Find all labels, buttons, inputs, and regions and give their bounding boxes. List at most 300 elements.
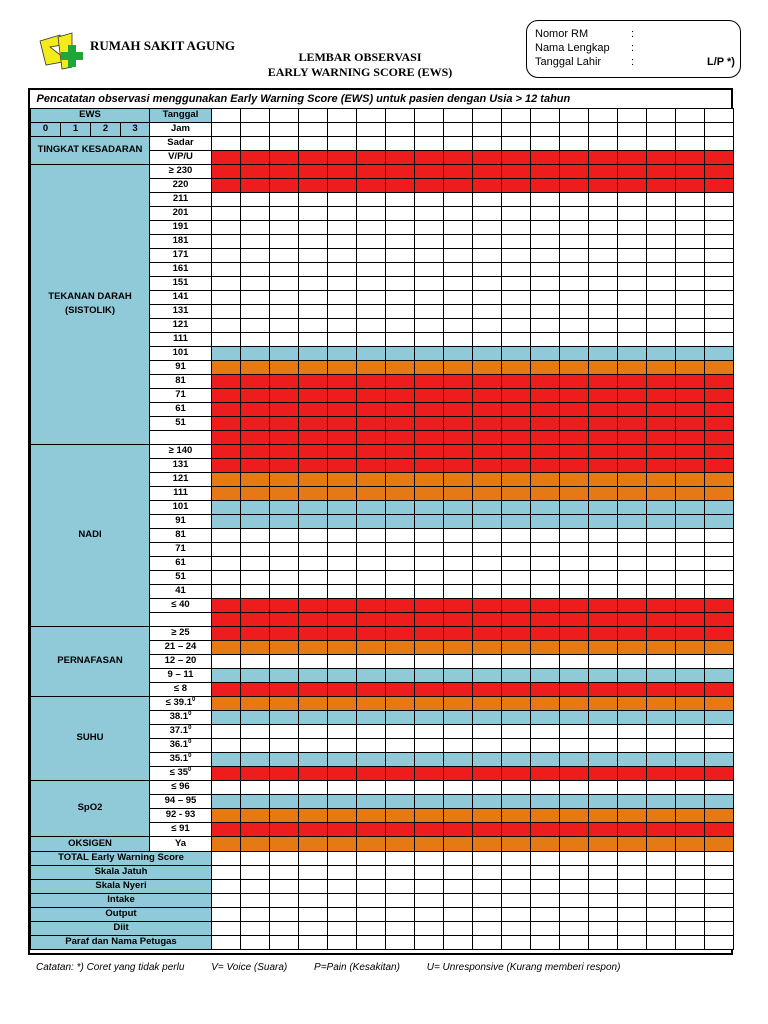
observation-cell[interactable]: [531, 108, 560, 122]
observation-cell[interactable]: [415, 514, 444, 528]
observation-cell[interactable]: [386, 304, 415, 318]
observation-cell[interactable]: [357, 108, 386, 122]
observation-cell[interactable]: [502, 696, 531, 710]
observation-cell[interactable]: [560, 696, 589, 710]
observation-cell[interactable]: [676, 262, 705, 276]
observation-cell[interactable]: [444, 780, 473, 794]
observation-cell[interactable]: [270, 472, 299, 486]
observation-cell[interactable]: [531, 360, 560, 374]
observation-cell[interactable]: [531, 374, 560, 388]
observation-cell[interactable]: [328, 893, 357, 907]
observation-cell[interactable]: [676, 388, 705, 402]
observation-cell[interactable]: [647, 430, 676, 444]
observation-cell[interactable]: [502, 374, 531, 388]
observation-cell[interactable]: [357, 935, 386, 949]
observation-cell[interactable]: [444, 851, 473, 865]
observation-cell[interactable]: [241, 626, 270, 640]
observation-cell[interactable]: [212, 668, 241, 682]
observation-cell[interactable]: [502, 626, 531, 640]
observation-cell[interactable]: [328, 514, 357, 528]
observation-cell[interactable]: [473, 514, 502, 528]
observation-cell[interactable]: [212, 514, 241, 528]
observation-cell[interactable]: [560, 220, 589, 234]
observation-cell[interactable]: [676, 640, 705, 654]
observation-cell[interactable]: [502, 738, 531, 752]
observation-cell[interactable]: [647, 276, 676, 290]
observation-cell[interactable]: [705, 935, 734, 949]
observation-cell[interactable]: [386, 893, 415, 907]
observation-cell[interactable]: [647, 514, 676, 528]
observation-cell[interactable]: [270, 360, 299, 374]
observation-cell[interactable]: [531, 164, 560, 178]
observation-cell[interactable]: [241, 290, 270, 304]
observation-cell[interactable]: [531, 907, 560, 921]
observation-cell[interactable]: [357, 696, 386, 710]
observation-cell[interactable]: [705, 766, 734, 780]
observation-cell[interactable]: [502, 108, 531, 122]
observation-cell[interactable]: [502, 500, 531, 514]
observation-cell[interactable]: [676, 879, 705, 893]
observation-cell[interactable]: [473, 851, 502, 865]
observation-cell[interactable]: [560, 612, 589, 626]
observation-cell[interactable]: [560, 640, 589, 654]
observation-cell[interactable]: [705, 822, 734, 836]
observation-cell[interactable]: [328, 234, 357, 248]
observation-cell[interactable]: [357, 851, 386, 865]
observation-cell[interactable]: [473, 935, 502, 949]
observation-cell[interactable]: [531, 472, 560, 486]
observation-cell[interactable]: [270, 514, 299, 528]
observation-cell[interactable]: [212, 122, 241, 136]
observation-cell[interactable]: [299, 921, 328, 935]
observation-cell[interactable]: [386, 500, 415, 514]
observation-cell[interactable]: [502, 570, 531, 584]
observation-cell[interactable]: [705, 907, 734, 921]
observation-cell[interactable]: [589, 416, 618, 430]
observation-cell[interactable]: [502, 262, 531, 276]
observation-cell[interactable]: [241, 822, 270, 836]
observation-cell[interactable]: [415, 346, 444, 360]
observation-cell[interactable]: [647, 500, 676, 514]
observation-cell[interactable]: [444, 822, 473, 836]
observation-cell[interactable]: [531, 430, 560, 444]
observation-cell[interactable]: [676, 528, 705, 542]
observation-cell[interactable]: [473, 388, 502, 402]
observation-cell[interactable]: [212, 136, 241, 150]
observation-cell[interactable]: [415, 388, 444, 402]
observation-cell[interactable]: [415, 808, 444, 822]
observation-cell[interactable]: [618, 682, 647, 696]
observation-cell[interactable]: [560, 865, 589, 879]
observation-cell[interactable]: [444, 108, 473, 122]
observation-cell[interactable]: [531, 444, 560, 458]
observation-cell[interactable]: [328, 865, 357, 879]
observation-cell[interactable]: [531, 318, 560, 332]
observation-cell[interactable]: [299, 935, 328, 949]
observation-cell[interactable]: [415, 486, 444, 500]
observation-cell[interactable]: [328, 290, 357, 304]
observation-cell[interactable]: [589, 907, 618, 921]
observation-cell[interactable]: [676, 752, 705, 766]
observation-cell[interactable]: [270, 893, 299, 907]
observation-cell[interactable]: [705, 598, 734, 612]
observation-cell[interactable]: [618, 360, 647, 374]
observation-cell[interactable]: [415, 879, 444, 893]
observation-cell[interactable]: [705, 696, 734, 710]
observation-cell[interactable]: [299, 808, 328, 822]
observation-cell[interactable]: [676, 822, 705, 836]
observation-cell[interactable]: [444, 360, 473, 374]
observation-cell[interactable]: [270, 836, 299, 851]
observation-cell[interactable]: [647, 388, 676, 402]
observation-cell[interactable]: [502, 276, 531, 290]
observation-cell[interactable]: [618, 935, 647, 949]
observation-cell[interactable]: [386, 360, 415, 374]
observation-cell[interactable]: [560, 598, 589, 612]
observation-cell[interactable]: [386, 682, 415, 696]
observation-cell[interactable]: [618, 122, 647, 136]
observation-cell[interactable]: [560, 907, 589, 921]
observation-cell[interactable]: [589, 486, 618, 500]
observation-cell[interactable]: [444, 668, 473, 682]
observation-cell[interactable]: [502, 514, 531, 528]
observation-cell[interactable]: [241, 360, 270, 374]
observation-cell[interactable]: [357, 276, 386, 290]
observation-cell[interactable]: [270, 865, 299, 879]
observation-cell[interactable]: [676, 206, 705, 220]
observation-cell[interactable]: [328, 220, 357, 234]
observation-cell[interactable]: [328, 150, 357, 164]
observation-cell[interactable]: [676, 893, 705, 907]
observation-cell[interactable]: [705, 654, 734, 668]
observation-cell[interactable]: [444, 206, 473, 220]
observation-cell[interactable]: [241, 220, 270, 234]
observation-cell[interactable]: [357, 444, 386, 458]
observation-cell[interactable]: [589, 304, 618, 318]
observation-cell[interactable]: [618, 766, 647, 780]
observation-cell[interactable]: [444, 766, 473, 780]
observation-cell[interactable]: [415, 921, 444, 935]
observation-cell[interactable]: [618, 907, 647, 921]
observation-cell[interactable]: [473, 402, 502, 416]
observation-cell[interactable]: [502, 836, 531, 851]
observation-cell[interactable]: [531, 248, 560, 262]
observation-cell[interactable]: [531, 276, 560, 290]
observation-cell[interactable]: [328, 780, 357, 794]
observation-cell[interactable]: [415, 402, 444, 416]
observation-cell[interactable]: [212, 234, 241, 248]
observation-cell[interactable]: [589, 108, 618, 122]
observation-cell[interactable]: [328, 122, 357, 136]
observation-cell[interactable]: [357, 150, 386, 164]
observation-cell[interactable]: [444, 290, 473, 304]
observation-cell[interactable]: [618, 262, 647, 276]
observation-cell[interactable]: [444, 598, 473, 612]
observation-cell[interactable]: [705, 122, 734, 136]
observation-cell[interactable]: [589, 640, 618, 654]
observation-cell[interactable]: [270, 766, 299, 780]
observation-cell[interactable]: [357, 290, 386, 304]
observation-cell[interactable]: [386, 318, 415, 332]
observation-cell[interactable]: [444, 640, 473, 654]
observation-cell[interactable]: [473, 122, 502, 136]
observation-cell[interactable]: [531, 598, 560, 612]
observation-cell[interactable]: [676, 724, 705, 738]
observation-cell[interactable]: [328, 206, 357, 220]
observation-cell[interactable]: [241, 192, 270, 206]
observation-cell[interactable]: [676, 654, 705, 668]
observation-cell[interactable]: [386, 276, 415, 290]
observation-cell[interactable]: [473, 598, 502, 612]
observation-cell[interactable]: [212, 738, 241, 752]
observation-cell[interactable]: [328, 794, 357, 808]
observation-cell[interactable]: [502, 290, 531, 304]
observation-cell[interactable]: [560, 472, 589, 486]
observation-cell[interactable]: [357, 514, 386, 528]
observation-cell[interactable]: [531, 500, 560, 514]
observation-cell[interactable]: [531, 234, 560, 248]
observation-cell[interactable]: [531, 584, 560, 598]
observation-cell[interactable]: [299, 822, 328, 836]
observation-cell[interactable]: [560, 444, 589, 458]
observation-cell[interactable]: [444, 738, 473, 752]
observation-cell[interactable]: [647, 262, 676, 276]
observation-cell[interactable]: [357, 206, 386, 220]
observation-cell[interactable]: [618, 178, 647, 192]
observation-cell[interactable]: [618, 654, 647, 668]
observation-cell[interactable]: [328, 248, 357, 262]
observation-cell[interactable]: [473, 500, 502, 514]
observation-cell[interactable]: [647, 893, 676, 907]
observation-cell[interactable]: [299, 851, 328, 865]
observation-cell[interactable]: [560, 836, 589, 851]
observation-cell[interactable]: [618, 921, 647, 935]
observation-cell[interactable]: [415, 220, 444, 234]
observation-cell[interactable]: [647, 542, 676, 556]
observation-cell[interactable]: [241, 500, 270, 514]
observation-cell[interactable]: [328, 430, 357, 444]
observation-cell[interactable]: [531, 893, 560, 907]
observation-cell[interactable]: [328, 500, 357, 514]
observation-cell[interactable]: [560, 360, 589, 374]
observation-cell[interactable]: [618, 570, 647, 584]
observation-cell[interactable]: [676, 178, 705, 192]
observation-cell[interactable]: [270, 851, 299, 865]
observation-cell[interactable]: [560, 136, 589, 150]
observation-cell[interactable]: [705, 542, 734, 556]
observation-cell[interactable]: [415, 290, 444, 304]
observation-cell[interactable]: [705, 178, 734, 192]
observation-cell[interactable]: [647, 304, 676, 318]
observation-cell[interactable]: [212, 570, 241, 584]
observation-cell[interactable]: [618, 318, 647, 332]
observation-cell[interactable]: [647, 724, 676, 738]
observation-cell[interactable]: [270, 430, 299, 444]
observation-cell[interactable]: [386, 122, 415, 136]
observation-cell[interactable]: [473, 136, 502, 150]
observation-cell[interactable]: [589, 710, 618, 724]
observation-cell[interactable]: [328, 598, 357, 612]
observation-cell[interactable]: [618, 388, 647, 402]
observation-cell[interactable]: [444, 612, 473, 626]
observation-cell[interactable]: [618, 836, 647, 851]
observation-cell[interactable]: [444, 374, 473, 388]
observation-cell[interactable]: [647, 178, 676, 192]
observation-cell[interactable]: [270, 136, 299, 150]
observation-cell[interactable]: [415, 710, 444, 724]
observation-cell[interactable]: [560, 486, 589, 500]
observation-cell[interactable]: [328, 346, 357, 360]
observation-cell[interactable]: [386, 164, 415, 178]
observation-cell[interactable]: [618, 458, 647, 472]
observation-cell[interactable]: [473, 164, 502, 178]
observation-cell[interactable]: [560, 822, 589, 836]
observation-cell[interactable]: [560, 879, 589, 893]
observation-cell[interactable]: [386, 290, 415, 304]
observation-cell[interactable]: [589, 528, 618, 542]
observation-cell[interactable]: [676, 220, 705, 234]
observation-cell[interactable]: [618, 374, 647, 388]
observation-cell[interactable]: [270, 276, 299, 290]
observation-cell[interactable]: [299, 668, 328, 682]
observation-cell[interactable]: [444, 556, 473, 570]
observation-cell[interactable]: [618, 879, 647, 893]
observation-cell[interactable]: [531, 865, 560, 879]
observation-cell[interactable]: [531, 486, 560, 500]
observation-cell[interactable]: [676, 780, 705, 794]
observation-cell[interactable]: [647, 766, 676, 780]
observation-cell[interactable]: [502, 556, 531, 570]
observation-cell[interactable]: [415, 794, 444, 808]
observation-cell[interactable]: [241, 514, 270, 528]
observation-cell[interactable]: [212, 360, 241, 374]
observation-cell[interactable]: [647, 682, 676, 696]
observation-cell[interactable]: [473, 542, 502, 556]
observation-cell[interactable]: [386, 724, 415, 738]
observation-cell[interactable]: [705, 626, 734, 640]
observation-cell[interactable]: [647, 458, 676, 472]
observation-cell[interactable]: [415, 164, 444, 178]
observation-cell[interactable]: [473, 710, 502, 724]
observation-cell[interactable]: [386, 332, 415, 346]
observation-cell[interactable]: [560, 514, 589, 528]
observation-cell[interactable]: [618, 724, 647, 738]
observation-cell[interactable]: [618, 710, 647, 724]
observation-cell[interactable]: [531, 738, 560, 752]
observation-cell[interactable]: [299, 276, 328, 290]
observation-cell[interactable]: [589, 935, 618, 949]
observation-cell[interactable]: [415, 360, 444, 374]
observation-cell[interactable]: [299, 514, 328, 528]
observation-cell[interactable]: [473, 738, 502, 752]
observation-cell[interactable]: [531, 332, 560, 346]
observation-cell[interactable]: [328, 374, 357, 388]
observation-cell[interactable]: [328, 752, 357, 766]
observation-cell[interactable]: [560, 738, 589, 752]
observation-cell[interactable]: [705, 248, 734, 262]
observation-cell[interactable]: [589, 248, 618, 262]
observation-cell[interactable]: [328, 766, 357, 780]
observation-cell[interactable]: [560, 206, 589, 220]
observation-cell[interactable]: [328, 178, 357, 192]
observation-cell[interactable]: [531, 640, 560, 654]
observation-cell[interactable]: [270, 808, 299, 822]
observation-cell[interactable]: [444, 808, 473, 822]
observation-cell[interactable]: [502, 851, 531, 865]
observation-cell[interactable]: [473, 921, 502, 935]
observation-cell[interactable]: [705, 584, 734, 598]
observation-cell[interactable]: [531, 542, 560, 556]
observation-cell[interactable]: [618, 808, 647, 822]
observation-cell[interactable]: [241, 388, 270, 402]
observation-cell[interactable]: [618, 108, 647, 122]
observation-cell[interactable]: [618, 416, 647, 430]
observation-cell[interactable]: [299, 907, 328, 921]
observation-cell[interactable]: [647, 879, 676, 893]
observation-cell[interactable]: [270, 290, 299, 304]
observation-cell[interactable]: [299, 472, 328, 486]
observation-cell[interactable]: [502, 402, 531, 416]
observation-cell[interactable]: [560, 304, 589, 318]
observation-cell[interactable]: [299, 262, 328, 276]
observation-cell[interactable]: [502, 416, 531, 430]
observation-cell[interactable]: [531, 626, 560, 640]
observation-cell[interactable]: [444, 500, 473, 514]
observation-cell[interactable]: [357, 766, 386, 780]
observation-cell[interactable]: [386, 668, 415, 682]
observation-cell[interactable]: [676, 248, 705, 262]
observation-cell[interactable]: [705, 388, 734, 402]
observation-cell[interactable]: [212, 612, 241, 626]
observation-cell[interactable]: [357, 332, 386, 346]
observation-cell[interactable]: [444, 458, 473, 472]
observation-cell[interactable]: [299, 598, 328, 612]
observation-cell[interactable]: [357, 921, 386, 935]
observation-cell[interactable]: [531, 150, 560, 164]
observation-cell[interactable]: [473, 528, 502, 542]
observation-cell[interactable]: [241, 416, 270, 430]
observation-cell[interactable]: [705, 416, 734, 430]
observation-cell[interactable]: [328, 710, 357, 724]
observation-cell[interactable]: [618, 332, 647, 346]
observation-cell[interactable]: [676, 626, 705, 640]
observation-cell[interactable]: [299, 388, 328, 402]
observation-cell[interactable]: [560, 178, 589, 192]
observation-cell[interactable]: [299, 570, 328, 584]
observation-cell[interactable]: [241, 472, 270, 486]
observation-cell[interactable]: [270, 486, 299, 500]
observation-cell[interactable]: [502, 360, 531, 374]
observation-cell[interactable]: [386, 374, 415, 388]
observation-cell[interactable]: [705, 374, 734, 388]
observation-cell[interactable]: [589, 178, 618, 192]
observation-cell[interactable]: [386, 556, 415, 570]
observation-cell[interactable]: [386, 136, 415, 150]
observation-cell[interactable]: [444, 514, 473, 528]
observation-cell[interactable]: [270, 346, 299, 360]
observation-cell[interactable]: [386, 851, 415, 865]
observation-cell[interactable]: [212, 332, 241, 346]
observation-cell[interactable]: [241, 486, 270, 500]
observation-cell[interactable]: [676, 374, 705, 388]
observation-cell[interactable]: [328, 808, 357, 822]
observation-cell[interactable]: [386, 808, 415, 822]
observation-cell[interactable]: [212, 164, 241, 178]
observation-cell[interactable]: [270, 304, 299, 318]
observation-cell[interactable]: [357, 879, 386, 893]
observation-cell[interactable]: [705, 640, 734, 654]
observation-cell[interactable]: [241, 668, 270, 682]
